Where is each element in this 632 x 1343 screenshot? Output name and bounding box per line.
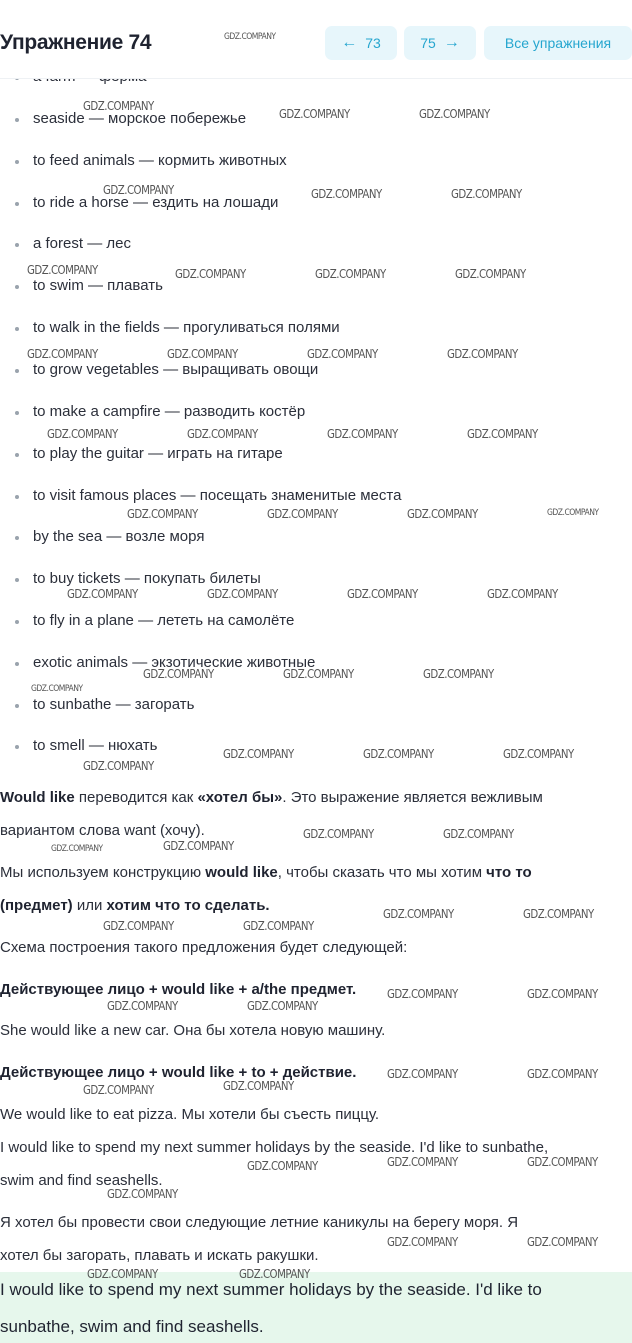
watermark: GDZ.COMPANY bbox=[527, 1067, 598, 1081]
watermark: GDZ.COMPANY bbox=[87, 1267, 158, 1281]
sample-ru-line1: Я хотел бы провести свои следующие летние каникулы на берегу моря. Я bbox=[0, 1214, 519, 1231]
sample-en-line1: I would like to spend my next summer holidays by the seaside. I'd like to sunbathe, bbox=[0, 1139, 549, 1156]
watermark: GDZ.COMPANY bbox=[527, 1155, 598, 1169]
watermark: GDZ.COMPANY bbox=[327, 427, 398, 441]
watermark: GDZ.COMPANY bbox=[423, 667, 494, 681]
list-item: to sunbathe — загорать bbox=[15, 696, 176, 713]
watermark: GDZ.COMPANY bbox=[547, 508, 599, 518]
all-exercises-label: Все упражнения bbox=[504, 35, 612, 51]
watermark: GDZ.COMPANY bbox=[527, 987, 598, 1001]
watermark: GDZ.COMPANY bbox=[243, 919, 314, 933]
explanation-paragraph-2: Мы используем конструкцию would like, чтобы сказать что мы хотим что то bbox=[0, 864, 532, 881]
watermark: GDZ.COMPANY bbox=[163, 839, 234, 853]
list-item: to make a campfire — разводить костёр bbox=[15, 403, 287, 420]
list-item: to smell — нюхать bbox=[15, 737, 139, 754]
list-item: seaside — морское побережье bbox=[15, 110, 228, 127]
next-exercise-label: 75 bbox=[420, 35, 436, 51]
watermark: GDZ.COMPANY bbox=[127, 507, 198, 521]
watermark: GDZ.COMPANY bbox=[83, 759, 154, 773]
watermark: GDZ.COMPANY bbox=[83, 1083, 154, 1097]
watermark: GDZ.COMPANY bbox=[387, 1067, 458, 1081]
explanation-paragraph-1: Would like переводится как «хотел бы». Это выражение является вежливым bbox=[0, 789, 543, 806]
prev-exercise-button[interactable] bbox=[325, 26, 397, 60]
list-item: to visit famous places — посещать знаменитые места bbox=[15, 487, 383, 504]
watermark: GDZ.COMPANY bbox=[419, 107, 490, 121]
list-item: to play the guitar — играть на гитаре bbox=[15, 445, 265, 462]
watermark: GDZ.COMPANY bbox=[107, 1187, 178, 1201]
explanation-paragraph-2-line2: (предмет) или хотим что то сделать. bbox=[0, 897, 270, 914]
watermark: GDZ.COMPANY bbox=[167, 347, 238, 361]
watermark: GDZ.COMPANY bbox=[503, 747, 574, 761]
page-header bbox=[0, 0, 632, 79]
watermark: GDZ.COMPANY bbox=[223, 1079, 294, 1093]
watermark: GDZ.COMPANY bbox=[267, 507, 338, 521]
list-item: to feed animals — кормить животных bbox=[15, 152, 269, 169]
watermark: GDZ.COMPANY bbox=[347, 587, 418, 601]
watermark: GDZ.COMPANY bbox=[207, 587, 278, 601]
watermark: GDZ.COMPANY bbox=[363, 747, 434, 761]
scheme-intro: Схема построения такого предложения будет следующей: bbox=[0, 939, 408, 956]
arrow-right-icon: → bbox=[443, 34, 460, 51]
prev-exercise-label: 73 bbox=[365, 35, 381, 51]
all-exercises-button[interactable] bbox=[484, 26, 632, 60]
watermark: GDZ.COMPANY bbox=[27, 347, 98, 361]
example-1: She would like a new car. Она бы хотела новую машину. bbox=[0, 1022, 386, 1039]
watermark: GDZ.COMPANY bbox=[387, 1155, 458, 1169]
watermark: GDZ.COMPANY bbox=[187, 427, 258, 441]
watermark: GDZ.COMPANY bbox=[103, 919, 174, 933]
watermark: GDZ.COMPANY bbox=[527, 1235, 598, 1249]
example-2: We would like to eat pizza. Мы хотели бы съесть пиццу. bbox=[0, 1106, 380, 1123]
watermark: GDZ.COMPANY bbox=[283, 667, 354, 681]
list-item: a forest — лес bbox=[15, 235, 113, 252]
watermark: GDZ.COMPANY bbox=[383, 907, 454, 921]
watermark: GDZ.COMPANY bbox=[27, 263, 98, 277]
page-title: Упражнение 74 bbox=[0, 31, 152, 54]
watermark: GDZ.COMPANY bbox=[307, 347, 378, 361]
watermark: GDZ.COMPANY bbox=[247, 1159, 318, 1173]
watermark: GDZ.COMPANY bbox=[67, 587, 138, 601]
formula-2: Действующее лицо + would like + to + действие. bbox=[0, 1064, 357, 1081]
watermark: GDZ.COMPANY bbox=[407, 507, 478, 521]
watermark: GDZ.COMPANY bbox=[103, 183, 174, 197]
watermark: GDZ.COMPANY bbox=[467, 427, 538, 441]
watermark: GDZ.COMPANY bbox=[455, 267, 526, 281]
watermark: GDZ.COMPANY bbox=[311, 187, 382, 201]
watermark: GDZ.COMPANY bbox=[443, 827, 514, 841]
watermark: GDZ.COMPANY bbox=[315, 267, 386, 281]
answer-box bbox=[0, 1272, 632, 1343]
watermark: GDZ.COMPANY bbox=[239, 1267, 310, 1281]
list-item: to swim — плавать bbox=[15, 277, 145, 294]
watermark: GDZ.COMPANY bbox=[47, 427, 118, 441]
watermark: GDZ.COMPANY bbox=[31, 684, 83, 694]
formula-1: Действующее лицо + would like + a/the предмет. bbox=[0, 981, 357, 998]
watermark: GDZ.COMPANY bbox=[143, 667, 214, 681]
watermark: GDZ.COMPANY bbox=[523, 907, 594, 921]
watermark: GDZ.COMPANY bbox=[303, 827, 374, 841]
watermark: GDZ.COMPANY bbox=[447, 347, 518, 361]
list-item: to buy tickets — покупать билеты bbox=[15, 570, 243, 587]
watermark: GDZ.COMPANY bbox=[223, 747, 294, 761]
list-item: exotic animals — экзотические животные bbox=[15, 654, 297, 671]
next-exercise-button[interactable] bbox=[404, 26, 476, 60]
list-item: by the sea — возле моря bbox=[15, 528, 186, 545]
list-item: to grow vegetables — выращивать овощи bbox=[15, 361, 300, 378]
watermark: GDZ.COMPANY bbox=[279, 107, 350, 121]
watermark: GDZ.COMPANY bbox=[51, 844, 103, 854]
answer-line2: sunbathe, swim and find seashells. bbox=[0, 1317, 264, 1336]
sample-en-line2: swim and find seashells. bbox=[0, 1172, 163, 1189]
watermark: GDZ.COMPANY bbox=[387, 987, 458, 1001]
explanation-paragraph-1-line2: вариантом слова want (хочу). bbox=[0, 822, 205, 839]
watermark: GDZ.COMPANY bbox=[247, 999, 318, 1013]
watermark: GDZ.COMPANY bbox=[107, 999, 178, 1013]
watermark: GDZ.COMPANY bbox=[224, 32, 276, 42]
watermark: GDZ.COMPANY bbox=[487, 587, 558, 601]
watermark: GDZ.COMPANY bbox=[451, 187, 522, 201]
list-item: to ride a horse — ездить на лошади bbox=[15, 194, 260, 211]
arrow-left-icon: ← bbox=[341, 34, 358, 51]
answer-line1: I would like to spend my next summer holidays by the seaside. I'd like to bbox=[0, 1280, 542, 1299]
sample-ru-line2: хотел бы загорать, плавать и искать ракушки. bbox=[0, 1247, 319, 1264]
list-item: to fly in a plane — лететь на самолёте bbox=[15, 612, 276, 629]
watermark: GDZ.COMPANY bbox=[387, 1235, 458, 1249]
watermark: GDZ.COMPANY bbox=[175, 267, 246, 281]
watermark: GDZ.COMPANY bbox=[83, 99, 154, 113]
list-item: to walk in the fields — прогуливаться полями bbox=[15, 319, 322, 336]
